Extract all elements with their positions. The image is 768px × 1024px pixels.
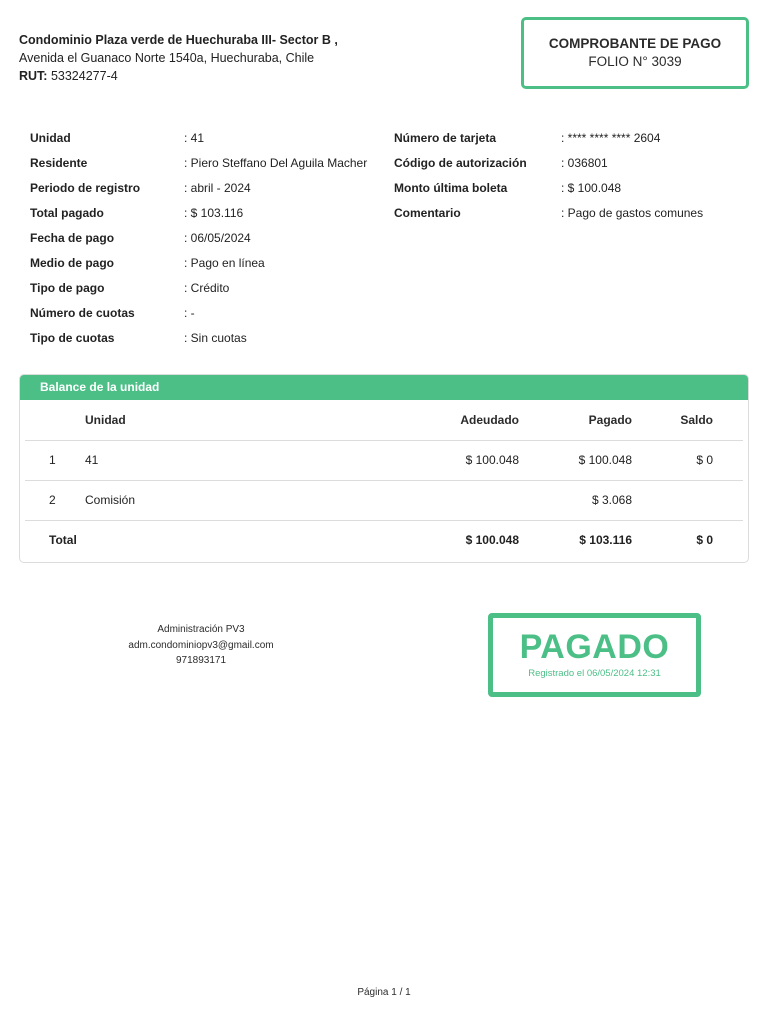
row-unit: 41 [85, 440, 401, 480]
detail-row [30, 126, 390, 151]
contact-name: Administración PV3 [157, 624, 245, 635]
detail-value: : Pago de gastos comunes [561, 206, 704, 220]
detail-label: Unidad [30, 131, 71, 145]
total-balance: $ 0 [632, 520, 743, 560]
contact-phone: 971893171 [175, 655, 227, 666]
detail-value: : 06/05/2024 [184, 231, 251, 245]
detail-row [30, 301, 390, 326]
detail-label: Número de cuotas [30, 306, 135, 320]
stamp-text: PAGADO [519, 628, 670, 666]
detail-row [394, 126, 754, 151]
detail-label: Tipo de pago [30, 281, 105, 295]
detail-value: : Crédito [184, 281, 230, 295]
header-balance: Saldo [680, 412, 713, 427]
detail-value: : $ 100.048 [561, 181, 622, 195]
payment-details-left [30, 126, 390, 351]
row-balance: $ 0 [632, 440, 743, 480]
detail-label: Número de tarjeta [394, 131, 497, 145]
detail-value: : Piero Steffano Del Aguila Macher [184, 156, 368, 170]
detail-value: : Pago en línea [184, 256, 265, 270]
unit-balance-panel [19, 374, 749, 563]
header-index [25, 400, 85, 440]
detail-value: : **** **** **** 2604 [561, 131, 661, 145]
detail-row [30, 226, 390, 251]
header-unit: Unidad [85, 412, 126, 427]
row-index: 1 [25, 440, 85, 480]
total-label: Total [25, 520, 401, 560]
total-owed: $ 100.048 [401, 520, 521, 560]
total-row [25, 520, 743, 560]
detail-value: : $ 103.116 [184, 206, 244, 220]
detail-row [394, 176, 754, 201]
detail-row [30, 276, 390, 301]
rut-value: 53324277-4 [50, 69, 118, 83]
issuer-rut [19, 67, 499, 85]
table-row [25, 480, 743, 520]
issuer-address: Avenida el Guanaco Norte 1540a, Huechuraba, Chile [19, 51, 315, 65]
stamp-registered: Registrado el 06/05/2024 12:31 [528, 668, 661, 679]
detail-label: Tipo de cuotas [30, 331, 115, 345]
detail-label: Medio de pago [30, 256, 114, 270]
detail-label: Monto última boleta [394, 181, 508, 195]
rut-label: RUT: [19, 69, 48, 83]
balance-table [25, 400, 743, 560]
table-header-row [25, 400, 743, 440]
issuer-header [19, 31, 499, 85]
contact-email: adm.condominiopv3@gmail.com [128, 639, 274, 651]
detail-row [30, 251, 390, 276]
detail-label: Periodo de registro [30, 181, 141, 195]
row-paid: $ 3.068 [521, 480, 632, 520]
detail-row [30, 151, 390, 176]
payment-details-right [394, 126, 754, 226]
receipt-title-box [521, 17, 749, 89]
receipt-folio: FOLIO N° 3039 [588, 54, 682, 69]
detail-label: Fecha de pago [30, 231, 115, 245]
paid-stamp [488, 613, 701, 697]
detail-row [30, 176, 390, 201]
detail-row [394, 201, 754, 226]
table-row [25, 440, 743, 480]
header-paid: Pagado [588, 412, 632, 427]
detail-value: : 41 [184, 131, 205, 145]
detail-value: : Sin cuotas [184, 331, 247, 345]
detail-label: Total pagado [30, 206, 104, 220]
detail-label: Código de autorización [394, 156, 527, 170]
row-index: 2 [25, 480, 85, 520]
detail-value: : 036801 [561, 156, 608, 170]
detail-label: Residente [30, 156, 88, 170]
detail-row [30, 326, 390, 351]
page-number: Página 1 / 1 [357, 987, 411, 998]
row-owed [401, 480, 521, 520]
admin-contact [100, 622, 302, 669]
row-balance [632, 480, 743, 520]
row-paid: $ 100.048 [521, 440, 632, 480]
row-owed: $ 100.048 [401, 440, 521, 480]
receipt-title: COMPROBANTE DE PAGO [548, 36, 722, 51]
issuer-name: Condominio Plaza verde de Huechuraba III- Sector B , [19, 33, 338, 47]
row-unit: Comisión [85, 480, 401, 520]
total-paid: $ 103.116 [521, 520, 632, 560]
balance-title: Balance de la unidad [20, 375, 748, 400]
detail-label: Comentario [394, 206, 461, 220]
detail-value: : - [184, 306, 195, 320]
detail-value: : abril - 2024 [184, 181, 251, 195]
header-owed: Adeudado [460, 412, 519, 427]
detail-row [30, 201, 390, 226]
detail-row [394, 151, 754, 176]
